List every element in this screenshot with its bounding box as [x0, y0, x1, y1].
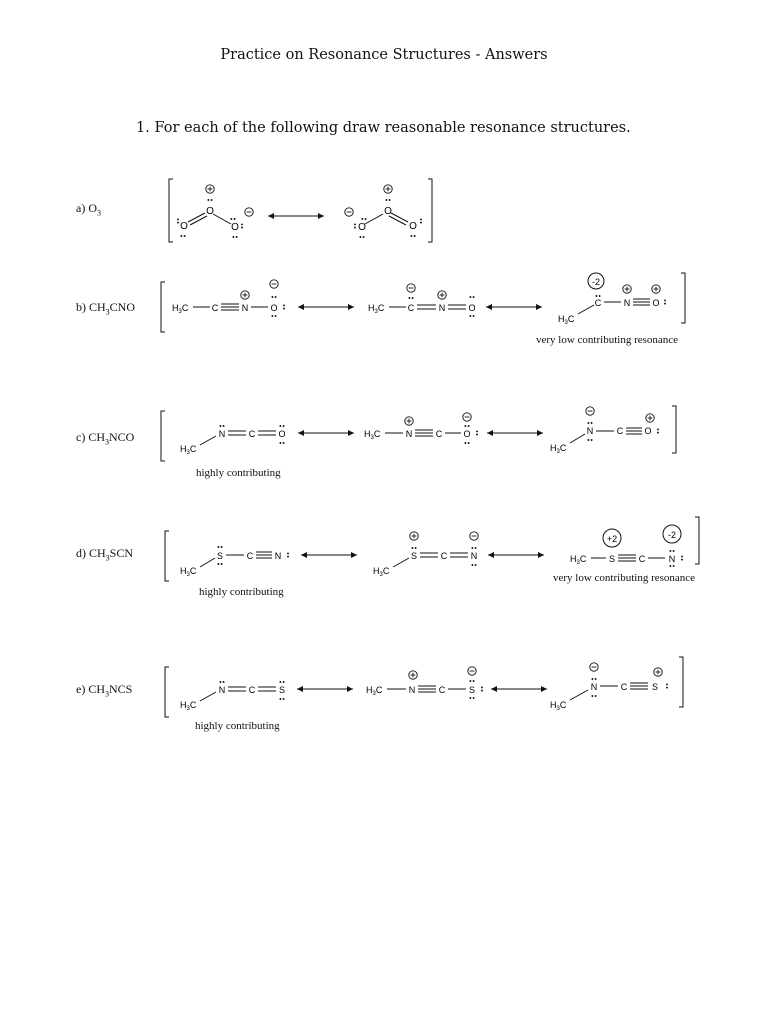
note-c-high: highly contributing — [196, 467, 281, 479]
note-e-high: highly contributing — [195, 720, 280, 732]
svg-text:N: N — [408, 685, 416, 695]
svg-text:C: C — [620, 682, 628, 692]
svg-text:H3C: $H_3C$ — [368, 303, 385, 315]
svg-text:N: N — [274, 551, 282, 561]
svg-text:S: S — [278, 685, 286, 695]
note-d-low: very low contributing resonance — [553, 572, 696, 584]
problem-label-b: b) $CH_3CNO$ — [76, 300, 136, 317]
svg-text:H3C: $H_3C$ — [558, 314, 575, 326]
scheme-b-ch3cno — [161, 273, 685, 332]
svg-text:S: S — [608, 554, 616, 564]
svg-text:H3C: $H_3C$ — [180, 700, 197, 712]
svg-text:H3C: $H_3C$ — [366, 685, 383, 697]
svg-text:N: N — [218, 429, 226, 439]
svg-text:C: C — [616, 426, 624, 436]
svg-text:O: O — [463, 429, 471, 439]
svg-text:O: O — [644, 426, 652, 436]
problem-label-c: c) $CH_3NCO$ — [76, 430, 135, 447]
svg-text:H3C: $H_3C$ — [172, 303, 189, 315]
svg-text:H3C: $H_3C$ — [550, 700, 567, 712]
svg-text:C: C — [638, 554, 646, 564]
question-prompt: 1. For each of the following draw reasonable resonance structures. — [136, 120, 631, 136]
svg-text:N: N — [623, 298, 631, 308]
svg-text:C: C — [248, 685, 256, 695]
svg-text:H3C: $H_3C$ — [364, 429, 381, 441]
svg-text:H3C: $H_3C$ — [180, 444, 197, 456]
svg-text:O: O — [358, 222, 366, 233]
svg-text:O: O — [468, 303, 476, 313]
svg-text:-2: -2 — [667, 530, 677, 540]
formal-charge-minus-two: -2 — [591, 277, 601, 287]
svg-text:C: C — [248, 429, 256, 439]
svg-text:C: C — [594, 298, 602, 308]
svg-text:O: O — [278, 429, 286, 439]
svg-text:N: N — [668, 554, 676, 564]
problem-label-e: e) $CH_3NCS$ — [76, 682, 133, 699]
svg-text:S: S — [468, 685, 476, 695]
svg-text:N: N — [218, 685, 226, 695]
svg-text:H3C: $H_3C$ — [550, 443, 567, 455]
svg-text:S: S — [216, 551, 224, 561]
svg-text:N: N — [405, 429, 413, 439]
svg-text:C: C — [438, 685, 446, 695]
svg-text:N: N — [590, 682, 598, 692]
svg-text:O: O — [409, 221, 417, 232]
svg-text:C: C — [211, 303, 219, 313]
svg-text:O: O — [231, 222, 239, 233]
note-b-low: very low contributing resonance — [536, 334, 679, 346]
svg-text:C: C — [435, 429, 443, 439]
svg-text:H3C: $H_3C$ — [180, 566, 197, 578]
svg-text:C: C — [407, 303, 415, 313]
problem-label-a: a) $O_3$ — [76, 201, 101, 218]
scheme-d-ch3scn — [165, 517, 699, 581]
svg-text:O: O — [652, 298, 660, 308]
svg-text:H3C: $H_3C$ — [570, 554, 587, 566]
svg-text:N: N — [470, 551, 478, 561]
scheme-a-ozone — [169, 179, 432, 242]
scheme-c-ch3nco — [161, 406, 676, 461]
svg-text:S: S — [651, 682, 659, 692]
svg-text:N: N — [438, 303, 446, 313]
svg-text:O: O — [206, 206, 214, 217]
problem-label-d: d) $CH_3SCN$ — [76, 546, 134, 563]
formal-charge-plus-two: +2 — [606, 534, 618, 544]
svg-text:O: O — [270, 303, 278, 313]
page-title: Practice on Resonance Structures - Answers — [220, 47, 548, 63]
svg-text:H3C: $H_3C$ — [373, 566, 390, 578]
atom-o: O — [180, 221, 188, 232]
svg-text:C: C — [246, 551, 254, 561]
svg-text:S: S — [410, 551, 418, 561]
svg-text:N: N — [241, 303, 249, 313]
note-d-high: highly contributing — [199, 586, 284, 598]
scheme-e-ch3ncs — [165, 657, 683, 717]
svg-text:N: N — [586, 426, 594, 436]
svg-text:O: O — [384, 206, 392, 217]
svg-text:C: C — [440, 551, 448, 561]
